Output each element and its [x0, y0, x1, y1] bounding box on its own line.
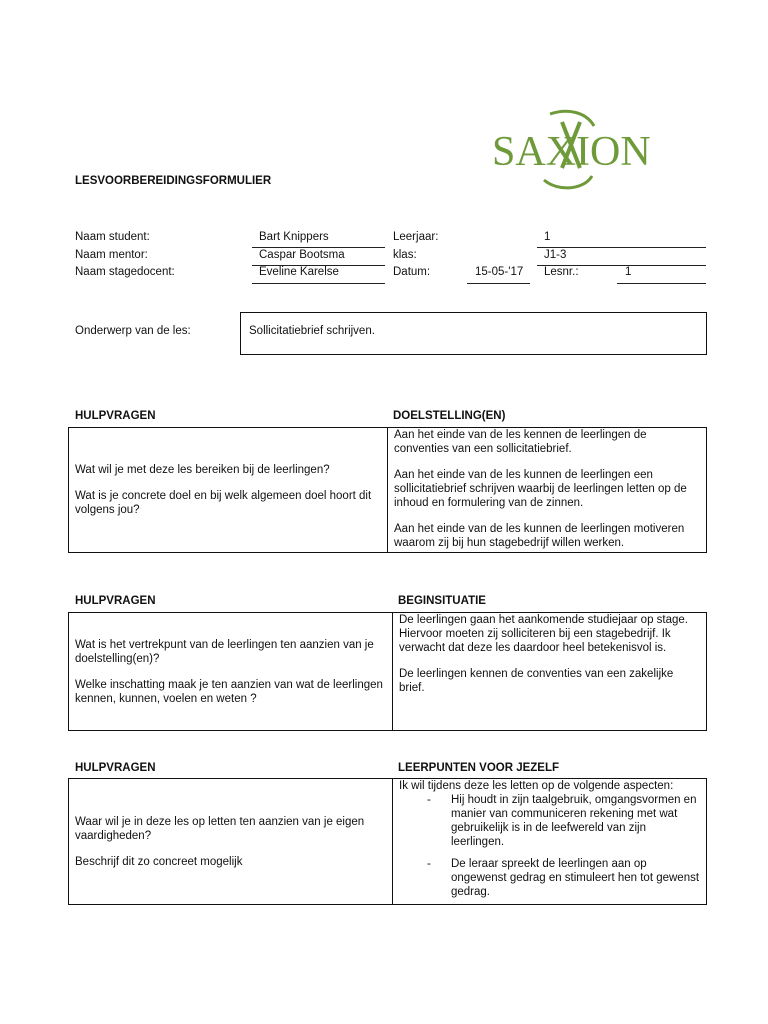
- section-1-answers: [388, 428, 706, 552]
- section-2-questions: [69, 613, 393, 730]
- section-1-questions: [69, 428, 388, 552]
- answer: De leerlingen gaan het aankomende studiejaar op stage. Hiervoor moeten zij solliciteren bij een stagebedrijf. Ik verwacht dat deze les daardoor heel betekenisvol is.: [399, 614, 688, 654]
- question: Welke inschatting maak je ten aanzien van wat de leerlingen kennen, kunnen, voelen en weten ?: [75, 678, 383, 705]
- klas-label: klas:: [393, 249, 417, 261]
- section-1-table: [68, 427, 707, 553]
- section-2-table: [68, 612, 707, 731]
- datum-label: Datum:: [393, 266, 431, 278]
- answer: Aan het einde van de les kennen de leerlingen de conventies van een sollicitatiebrief.: [394, 429, 647, 455]
- form-title: LESVOORBEREIDINGSFORMULIER: [75, 175, 272, 187]
- stagedocent-label: Naam stagedocent:: [75, 266, 175, 278]
- saxion-logo: [488, 108, 660, 190]
- section-2-answers: [393, 613, 706, 730]
- section-3-questions: [69, 779, 393, 904]
- stagedocent-value: Eveline Karelse: [259, 266, 339, 278]
- answer: Aan het einde van de les kunnen de leerlingen motiveren waarom zij bij hun stagebedrijf willen werken.: [394, 523, 685, 549]
- question: Beschrijf dit zo concreet mogelijk: [75, 855, 243, 868]
- subject-label: Onderwerp van de les:: [75, 325, 191, 337]
- lesnr-label: Lesnr.:: [544, 266, 579, 278]
- list-item: [399, 857, 700, 899]
- section-3-right-header: LEERPUNTEN VOOR JEZELF: [398, 762, 560, 774]
- list-item-text: De leraar spreekt de leerlingen aan op ongewenst gedrag en stimuleert hen tot gewenst gedrag.: [451, 858, 700, 898]
- stagedocent-underline: [252, 283, 385, 284]
- section-1-left-header: HULPVRAGEN: [75, 410, 156, 422]
- section-2-right-header: BEGINSITUATIE: [398, 595, 486, 607]
- question: Wat wil je met deze les bereiken bij de leerlingen?: [75, 464, 330, 476]
- list-item: [399, 793, 700, 849]
- leerjaar-value: 1: [544, 231, 551, 243]
- answer: Aan het einde van de les kunnen de leerlingen een sollicitatiebrief schrijven waarbij de leerlingen letten op de inhoud en formulering van de zinnen.: [394, 469, 687, 509]
- datum-value: 15-05-'17: [475, 266, 524, 278]
- mentor-label: Naam mentor:: [75, 249, 148, 261]
- subject-box: [240, 312, 707, 355]
- mentor-value: Caspar Bootsma: [259, 249, 345, 261]
- section-2-left-header: HULPVRAGEN: [75, 595, 156, 607]
- leerpunten-intro: Ik wil tijdens deze les letten op de volgende aspecten:: [399, 780, 674, 792]
- lesnr-value: 1: [625, 266, 632, 278]
- student-label: Naam student:: [75, 231, 150, 243]
- logo-text: SAXION: [492, 129, 651, 175]
- question: Wat is het vertrekpunt van de leerlingen ten aanzien van je doelstelling(en)?: [75, 638, 374, 665]
- leerjaar-underline: [537, 247, 706, 248]
- lesnr-underline: [617, 283, 706, 284]
- klas-value: J1-3: [544, 249, 567, 261]
- student-value: Bart Knippers: [259, 231, 329, 243]
- section-1-right-header: DOELSTELLING(EN): [393, 410, 506, 422]
- section-3-table: [68, 778, 707, 905]
- bullet-marker: -: [427, 794, 431, 806]
- bullet-marker: -: [427, 858, 431, 870]
- student-underline: [252, 247, 385, 248]
- question: Wat is je concrete doel en bij welk algemeen doel hoort dit volgens jou?: [75, 490, 372, 516]
- section-3-answers: [393, 779, 706, 904]
- question: Waar wil je in deze les op letten ten aanzien van je eigen vaardigheden?: [75, 815, 365, 842]
- subject-value: Sollicitatiebrief schrijven.: [249, 325, 375, 337]
- answer: De leerlingen kennen de conventies van een zakelijke brief.: [399, 668, 674, 694]
- leerpunten-list: [399, 793, 700, 899]
- list-item-text: Hij houdt in zijn taalgebruik, omgangsvormen en manier van communiceren rekening met wat gebruikelijk is in de leefwereld van zijn leerlingen.: [451, 794, 697, 848]
- datum-underline: [467, 283, 530, 284]
- section-3-left-header: HULPVRAGEN: [75, 762, 156, 774]
- leerjaar-label: Leerjaar:: [393, 231, 439, 243]
